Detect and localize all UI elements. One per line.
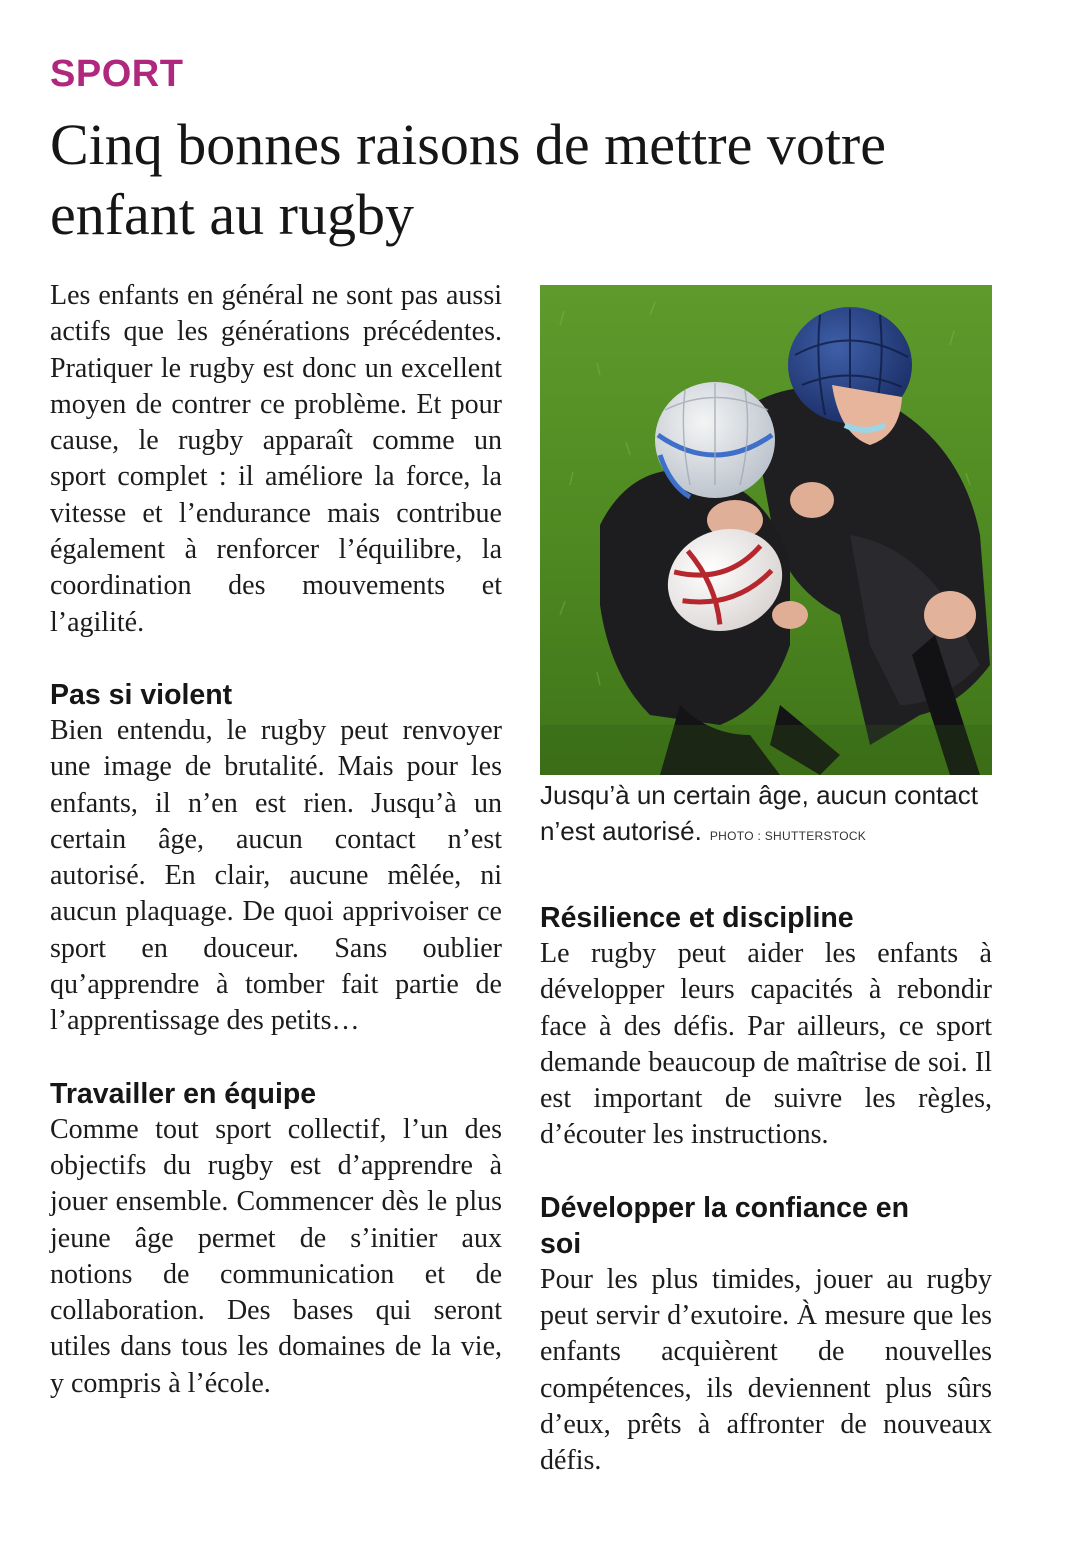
section-label: SPORT <box>50 53 184 95</box>
left-column <box>50 278 502 1402</box>
subhead-pas-si-violent: Pas si violent <box>50 678 233 711</box>
paragraph-developper-la-confiance: Pour les plus timides, jouer au rugby peut servir d’exutoire. À mesure que les enfants acquièrent de nouvelles compétences, ils deviennent plus sûrs d’eux, prêts à affronter de nouveaux défis. <box>540 1263 992 1477</box>
photo-illustration <box>540 285 992 775</box>
right-column <box>540 285 992 1480</box>
paragraph-pas-si-violent: Bien entendu, le rugby peut renvoyer une image de brutalité. Mais pour les enfants, il n’en est rien. Jusqu’à un certain âge, aucun contact n’est autorisé. En clair, aucune mêlée, ni aucun plaquage. De quoi apprivoiser ce sport en douceur. Sans oublier qu’apprendre à tomber fait partie de l’apprentissage des petits… <box>50 714 502 1037</box>
photo-credit: PHOTO : SHUTTERSTOCK <box>709 829 867 843</box>
paragraph-travailler-en-equipe: Comme tout sport collectif, l’un des objectifs du rugby est d’apprendre à jouer ensemble. Commencer dès le plus jeune âge permet de s’initier aux notions de communication et de collaboration. Des bases qui seront utiles dans tous les domaines de la vie, y compris à l’école. <box>50 1113 502 1399</box>
photo-caption <box>540 777 992 854</box>
headline: Cinq bonnes raisons de mettre votre enfant au rugby <box>50 112 886 247</box>
paragraph-resilience-et-discipline: Le rugby peut aider les enfants à développer leurs capacités à rebondir face à des défis. Par ailleurs, ce sport demande beaucoup de maîtrise de soi. Il est important de suivre les règles, d’écouter les instructions. <box>540 938 992 1151</box>
caption-text: Jusqu’à un certain âge, aucun contact n’est autorisé. <box>540 780 978 846</box>
subhead-developper-la-confiance: Développer la confiance en soi <box>540 1191 910 1260</box>
subhead-travailler-en-equipe: Travailler en équipe <box>50 1077 317 1110</box>
intro-paragraph: Les enfants en général ne sont pas aussi actifs que les générations précédentes. Pratiquer le rugby est donc un excellent moyen de contrer ce problème. Et pour cause, le rugby apparaît comme un sport complet : il améliore la force, la vitesse et l’endurance mais contribue également à renforcer l’équilibre, la coordination des mouvements et l’agilité. <box>50 280 502 638</box>
rugby-children-photo <box>540 285 992 775</box>
subhead-resilience-et-discipline: Résilience et discipline <box>540 902 854 934</box>
